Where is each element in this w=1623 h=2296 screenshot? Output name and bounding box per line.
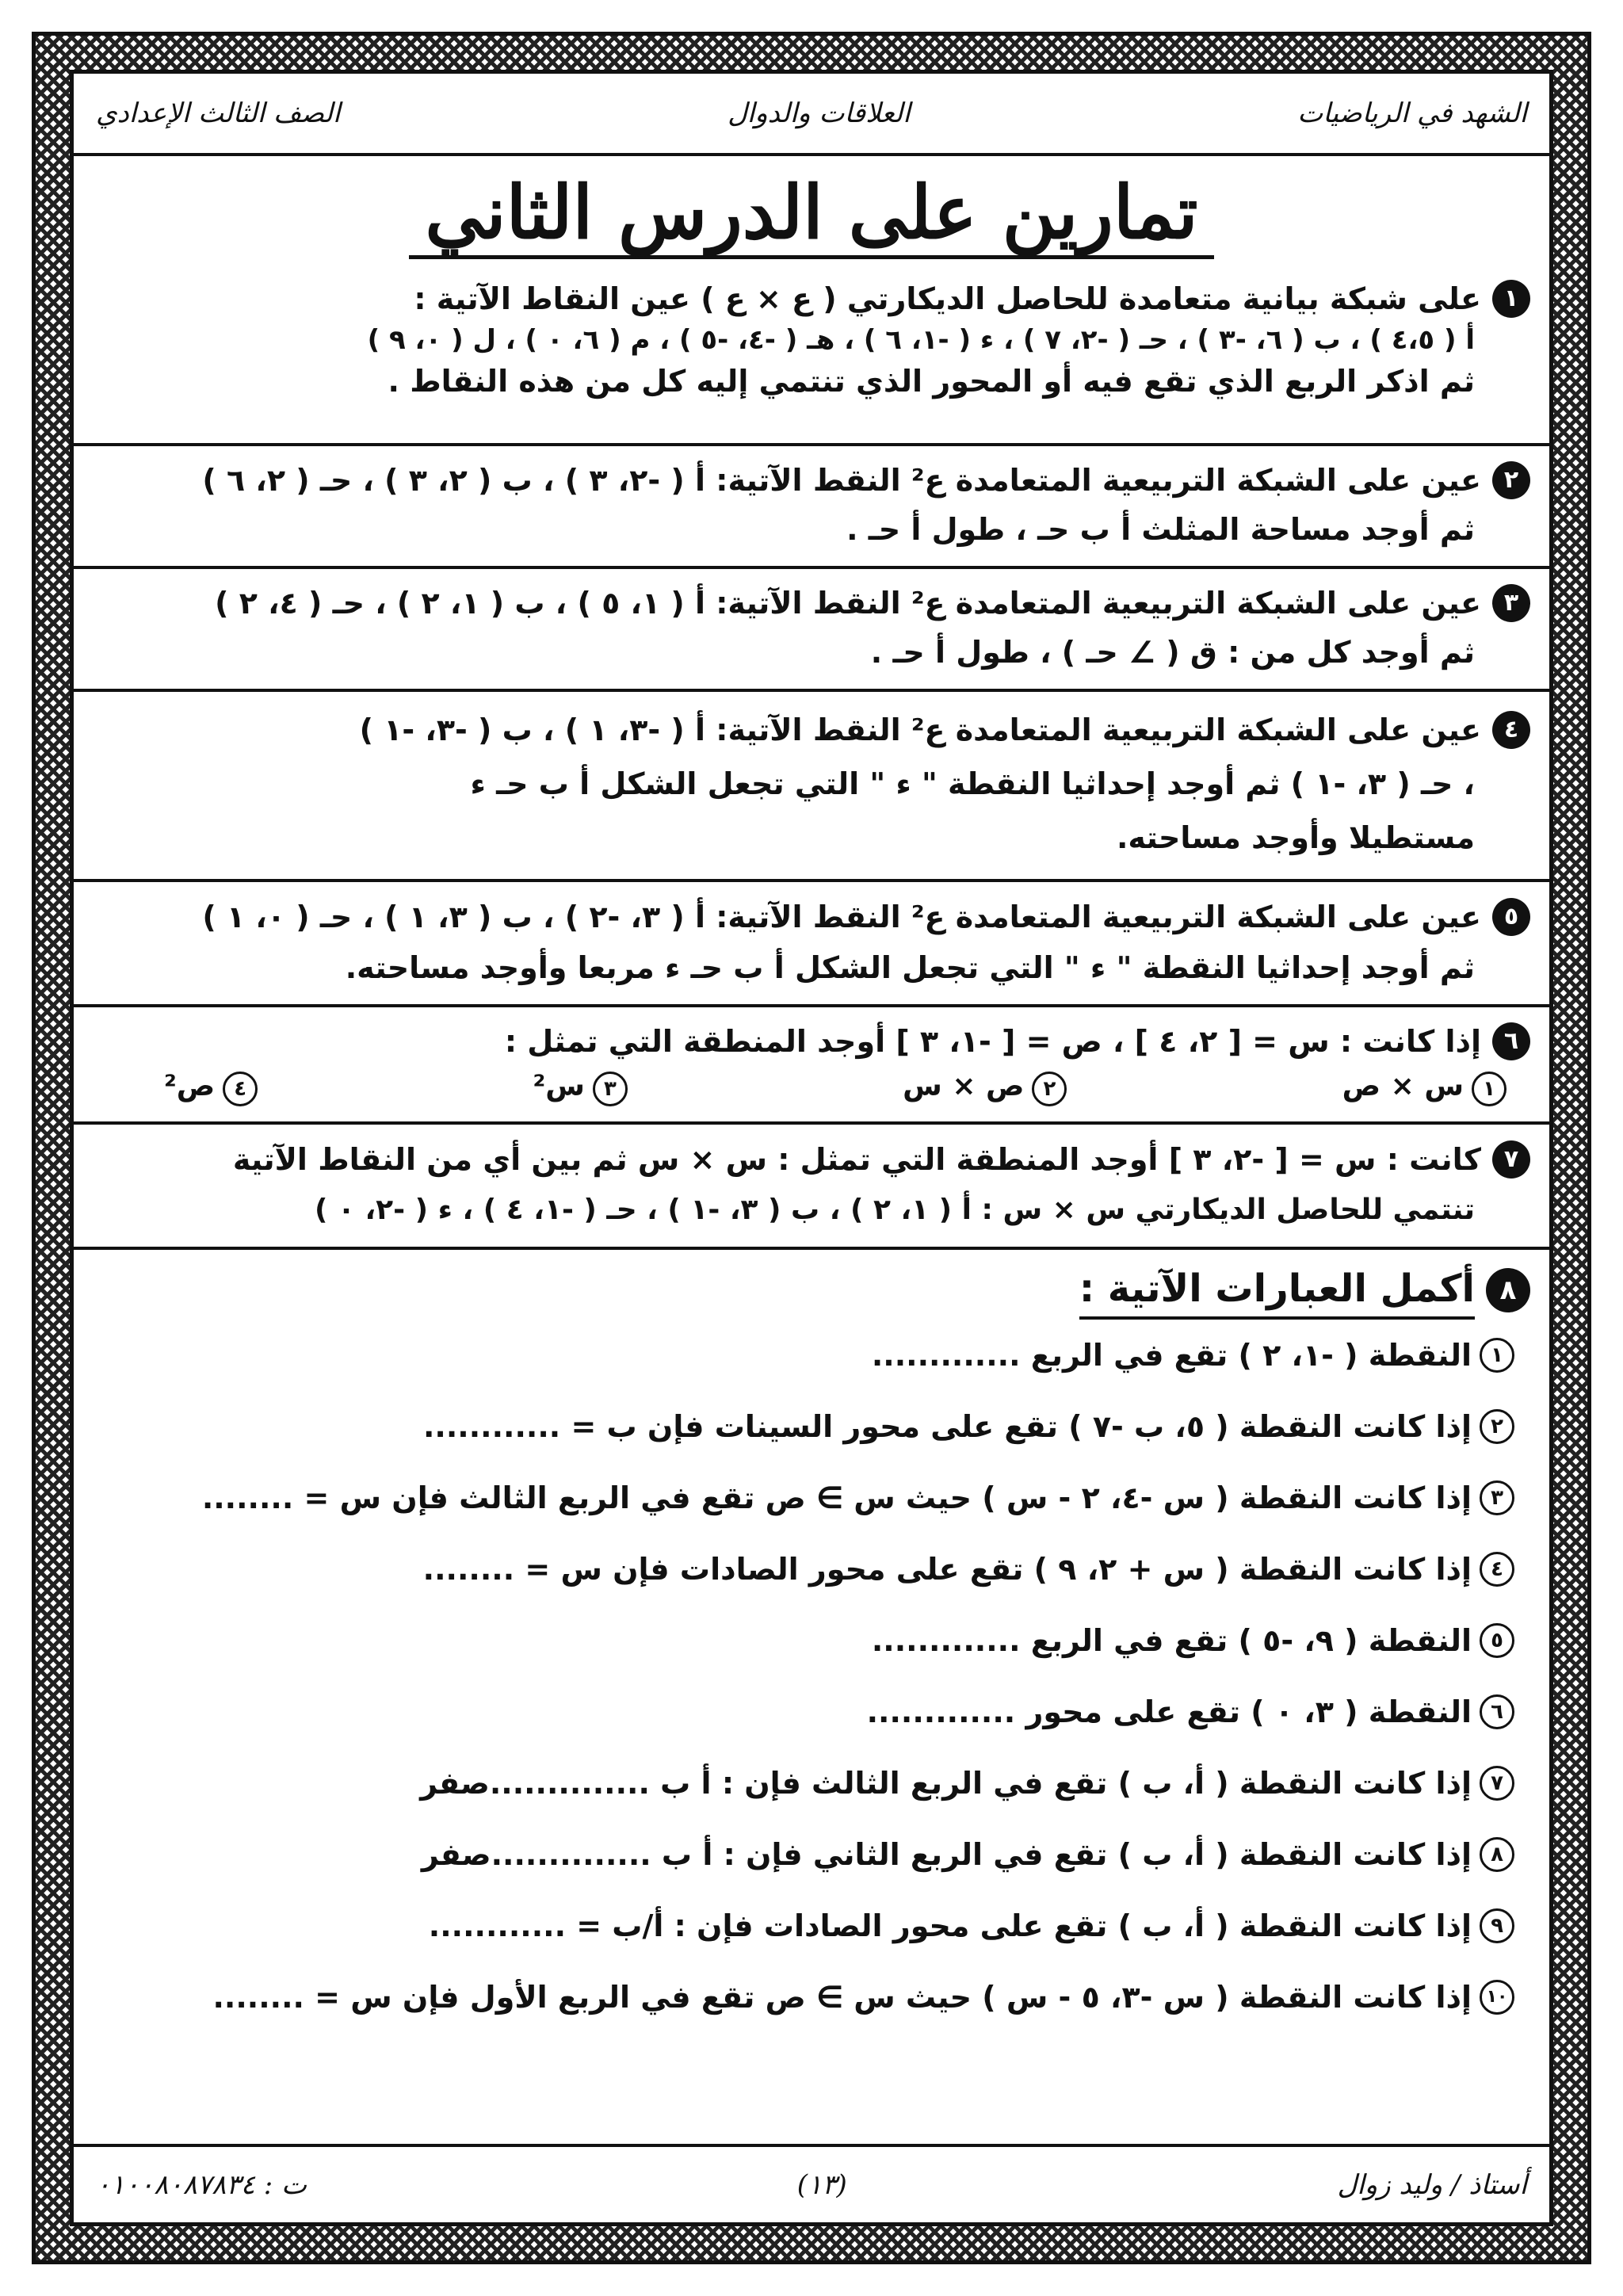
exercise-4 — [74, 692, 1549, 882]
complete-item: ١٠ إذا كانت النقطة ( س -٣، ٥ - س ) حيث س ∋ ص تقع في الربع الأول فإن س = ........ — [93, 1962, 1530, 2033]
complete-item: ٧ إذا كانت النقطة ( أ، ب ) تقع في الربع الثالث فإن : أ ب ..............صفر — [93, 1748, 1530, 1819]
exercise-line: أ ( ٤،٥ ) ، ب ( ٦، -٣ ) ، حـ ( -٢، ٧ ) ، ء ( -١، ٦ ) ، هـ ( -٤، -٥ ) ، م ( ٦، ٠ ) ، ل ( ٠، ٩ ) — [367, 324, 1475, 356]
exercise-line: مستطيلا وأوجد مساحته. — [1117, 820, 1475, 855]
exercise-1 — [74, 272, 1549, 446]
exercise-line: ٣ عين على الشبكة التربيعية المتعامدة ع² النقط الآتية: أ ( ١، ٥ ) ، ب ( ١، ٢ ) ، حـ ( ٤، ٢ ) — [93, 579, 1530, 628]
option: ٢ص × س — [903, 1066, 1067, 1107]
option: ٤ص² — [164, 1066, 258, 1107]
exercise-number: ٧ — [1492, 1140, 1530, 1179]
exercise-number: ٢ — [1492, 461, 1530, 499]
page-title: تمارين على الدرس الثاني — [74, 165, 1549, 260]
footer-page-number: (١٣) — [796, 2168, 847, 2201]
exercise-line: ، حـ ( ٣، -١ ) ثم أوجد إحداثيا النقطة " ء " التي تجعل الشكل أ ب حـ ء — [470, 766, 1475, 801]
complete-item: ٤ إذا كانت النقطة ( س + ٢، ٩ ) تقع على محور الصادات فإن س = ........ — [93, 1534, 1530, 1605]
complete-item: ١ النقطة ( -١، ٢ ) تقع في الربع ............. — [93, 1320, 1530, 1391]
exercise-line: ٤ عين على الشبكة التربيعية المتعامدة ع² النقط الآتية: أ ( -٣، ١ ) ، ب ( -٣، -١ ) — [93, 703, 1530, 757]
footer-teacher: أستاذ / وليد زوال — [1337, 2168, 1527, 2201]
options-row — [93, 1066, 1530, 1107]
complete-item: ٣ إذا كانت النقطة ( س -٤، ٢ - س ) حيث س ∋ ص تقع في الربع الثالث فإن س = ........ — [93, 1462, 1530, 1534]
footer-phone: ت : ٠١٠٠٨٠٨٧٨٣٤ — [96, 2168, 307, 2201]
exercise-number: ٨ — [1486, 1268, 1530, 1312]
option: ٣س² — [533, 1066, 627, 1107]
exercise-number: ٥ — [1492, 898, 1530, 936]
complete-item: ٥ النقطة ( ٩، -٥ ) تقع في الربع ............. — [93, 1605, 1530, 1676]
exercise-2 — [74, 446, 1549, 569]
complete-item: ٦ النقطة ( ٣، ٠ ) تقع على محور ............. — [93, 1676, 1530, 1748]
exercise-line: تنتمي للحاصل الديكارتي س × س : أ ( ١، ٢ ) ، ب ( ٣، -١ ) ، حـ ( -١، ٤ ) ، ء ( -٢، ٠ ) — [314, 1194, 1475, 1226]
exercise-number: ٣ — [1492, 584, 1530, 622]
exercise-3 — [74, 569, 1549, 692]
option: ١س × ص — [1342, 1066, 1507, 1107]
complete-item: ٢ إذا كانت النقطة ( ٥، ب -٧ ) تقع على محور السينات فإن ب = ............ — [93, 1391, 1530, 1462]
exercise-5 — [74, 882, 1549, 1007]
complete-heading: ٨ أكمل العبارات الآتية : — [93, 1261, 1530, 1320]
header-unit: العلاقات والدوال — [727, 97, 911, 129]
content-frame — [70, 70, 1553, 2226]
complete-item: ٩ إذا كانت النقطة ( أ، ب ) تقع على محور الصادات فإن : أ/ب = ............ — [93, 1890, 1530, 1962]
exercise-line: ثم اذكر الربع الذي تقع فيه أو المحور الذي تنتمي إليه كل من هذه النقاط . — [388, 364, 1475, 399]
exercise-8 — [74, 1250, 1549, 2161]
exercise-6 — [74, 1007, 1549, 1125]
page-footer — [74, 2144, 1549, 2222]
exercise-number: ٦ — [1492, 1022, 1530, 1060]
exercise-line: ٧ كانت : س = [ -٢، ٣ ] أوجد المنطقة التي تمثل : س × س ثم بين أي من النقاط الآتية — [93, 1134, 1530, 1185]
exercise-line: ٥ عين على الشبكة التربيعية المتعامدة ع² النقط الآتية: أ ( ٣، -٢ ) ، ب ( ٣، ١ ) ، حـ ( ٠، ١ ) — [93, 892, 1530, 942]
complete-item: ٨ إذا كانت النقطة ( أ، ب ) تقع في الربع الثاني فإن : أ ب ..............صفر — [93, 1819, 1530, 1890]
exercise-line: ثم أوجد إحداثيا النقطة " ء " التي تجعل الشكل أ ب حـ ء مربعا وأوجد مساحته. — [345, 950, 1475, 985]
exercise-7 — [74, 1125, 1549, 1250]
exercise-line: ١ على شبكة بيانية متعامدة للحاصل الديكارتي ( ع × ع ) عين النقاط الآتية : — [93, 278, 1530, 319]
header-subject: الشهد في الرياضيات — [1297, 97, 1527, 129]
exercise-line: ثم أوجد كل من : ق ( ∠ حـ ) ، طول أ حـ . — [870, 635, 1475, 670]
exercise-line: ٢ عين على الشبكة التربيعية المتعامدة ع² النقط الآتية: أ ( -٢، ٣ ) ، ب ( ٢، ٣ ) ، حـ ( ٢، ٦ ) — [93, 456, 1530, 505]
header-grade: الصف الثالث الإعدادي — [96, 97, 341, 129]
exercise-number: ٤ — [1492, 711, 1530, 749]
exercise-line: ٦ إذا كانت : س = [ ٢، ٤ ] ، ص = [ -١، ٣ ] أوجد المنطقة التي تمثل : — [93, 1017, 1530, 1066]
page-header — [74, 74, 1549, 156]
exercise-line: ثم أوجد مساحة المثلث أ ب حـ ، طول أ حـ . — [846, 512, 1475, 547]
exercise-number: ١ — [1492, 280, 1530, 318]
